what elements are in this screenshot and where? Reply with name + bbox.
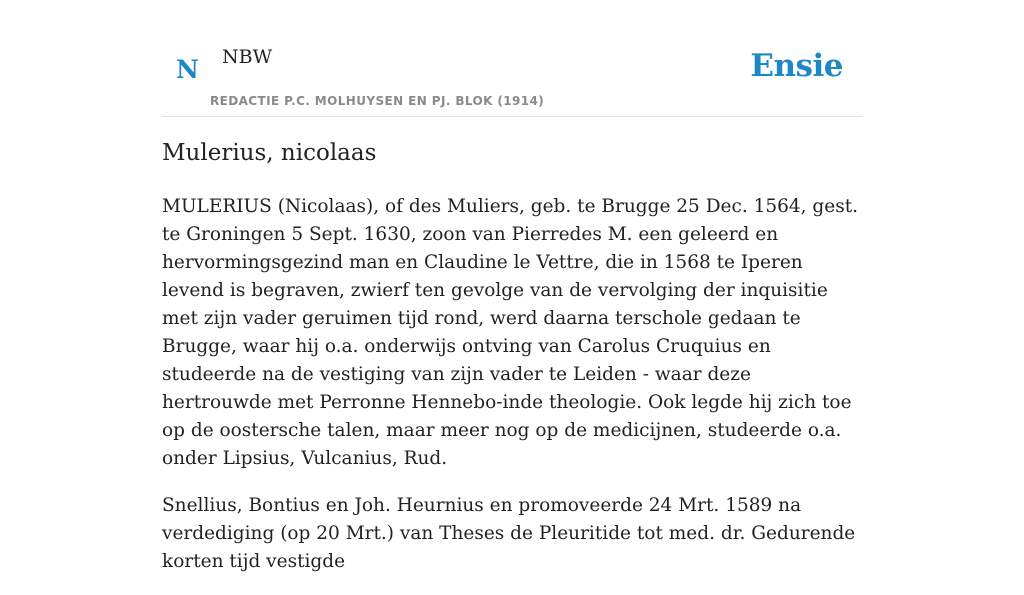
page [162,0,862,572]
article-paragraph: MULERIUS (Nicolaas), of des Muliers, geb. te Brugge 25 Dec. 1564, gest. te Groningen 5 Sept. 1630, zoon van Pierredes M. een geleerd en hervormingsgezind man en Claudine le Vettre, die in 1568 te Iperen levend is begraven, zwierf ten gevolge van de vervolging der inquisitie met zijn vader geruimen tijd rond, werd daarna terschole gedaan te Brugge, waar hij o.a. onderwijs ontving van Carolus Cruquius en studeerde na de vestiging van zijn vader te Leiden - waar deze hertrouwde met Perronne Hennebo-inde theologie. Ook legde hij zich toe op de oostersche talen, maar meer nog op de medicijnen, studeerde o.a. onder Lipsius, Vulcanius, Rud. [162,196,859,469]
source-name[interactable]: NBW [222,46,273,68]
source-subtitle: REDACTIE P.C. MOLHUYSEN EN PJ. BLOK (1914) [210,94,545,108]
page-title: Mulerius, nicolaas [162,140,377,166]
source-logo[interactable]: N [176,55,199,84]
article-paragraph: Snellius, Bontius en Joh. Heurnius en promoveerde 24 Mrt. 1589 na verdediging (op 20 Mrt.) van Theses de Pleuritide tot med. dr. Gedurende korten tijd vestigde [162,495,856,572]
article-body [162,193,862,595]
header [162,0,862,117]
brand-logo[interactable]: Ensie [750,48,843,84]
